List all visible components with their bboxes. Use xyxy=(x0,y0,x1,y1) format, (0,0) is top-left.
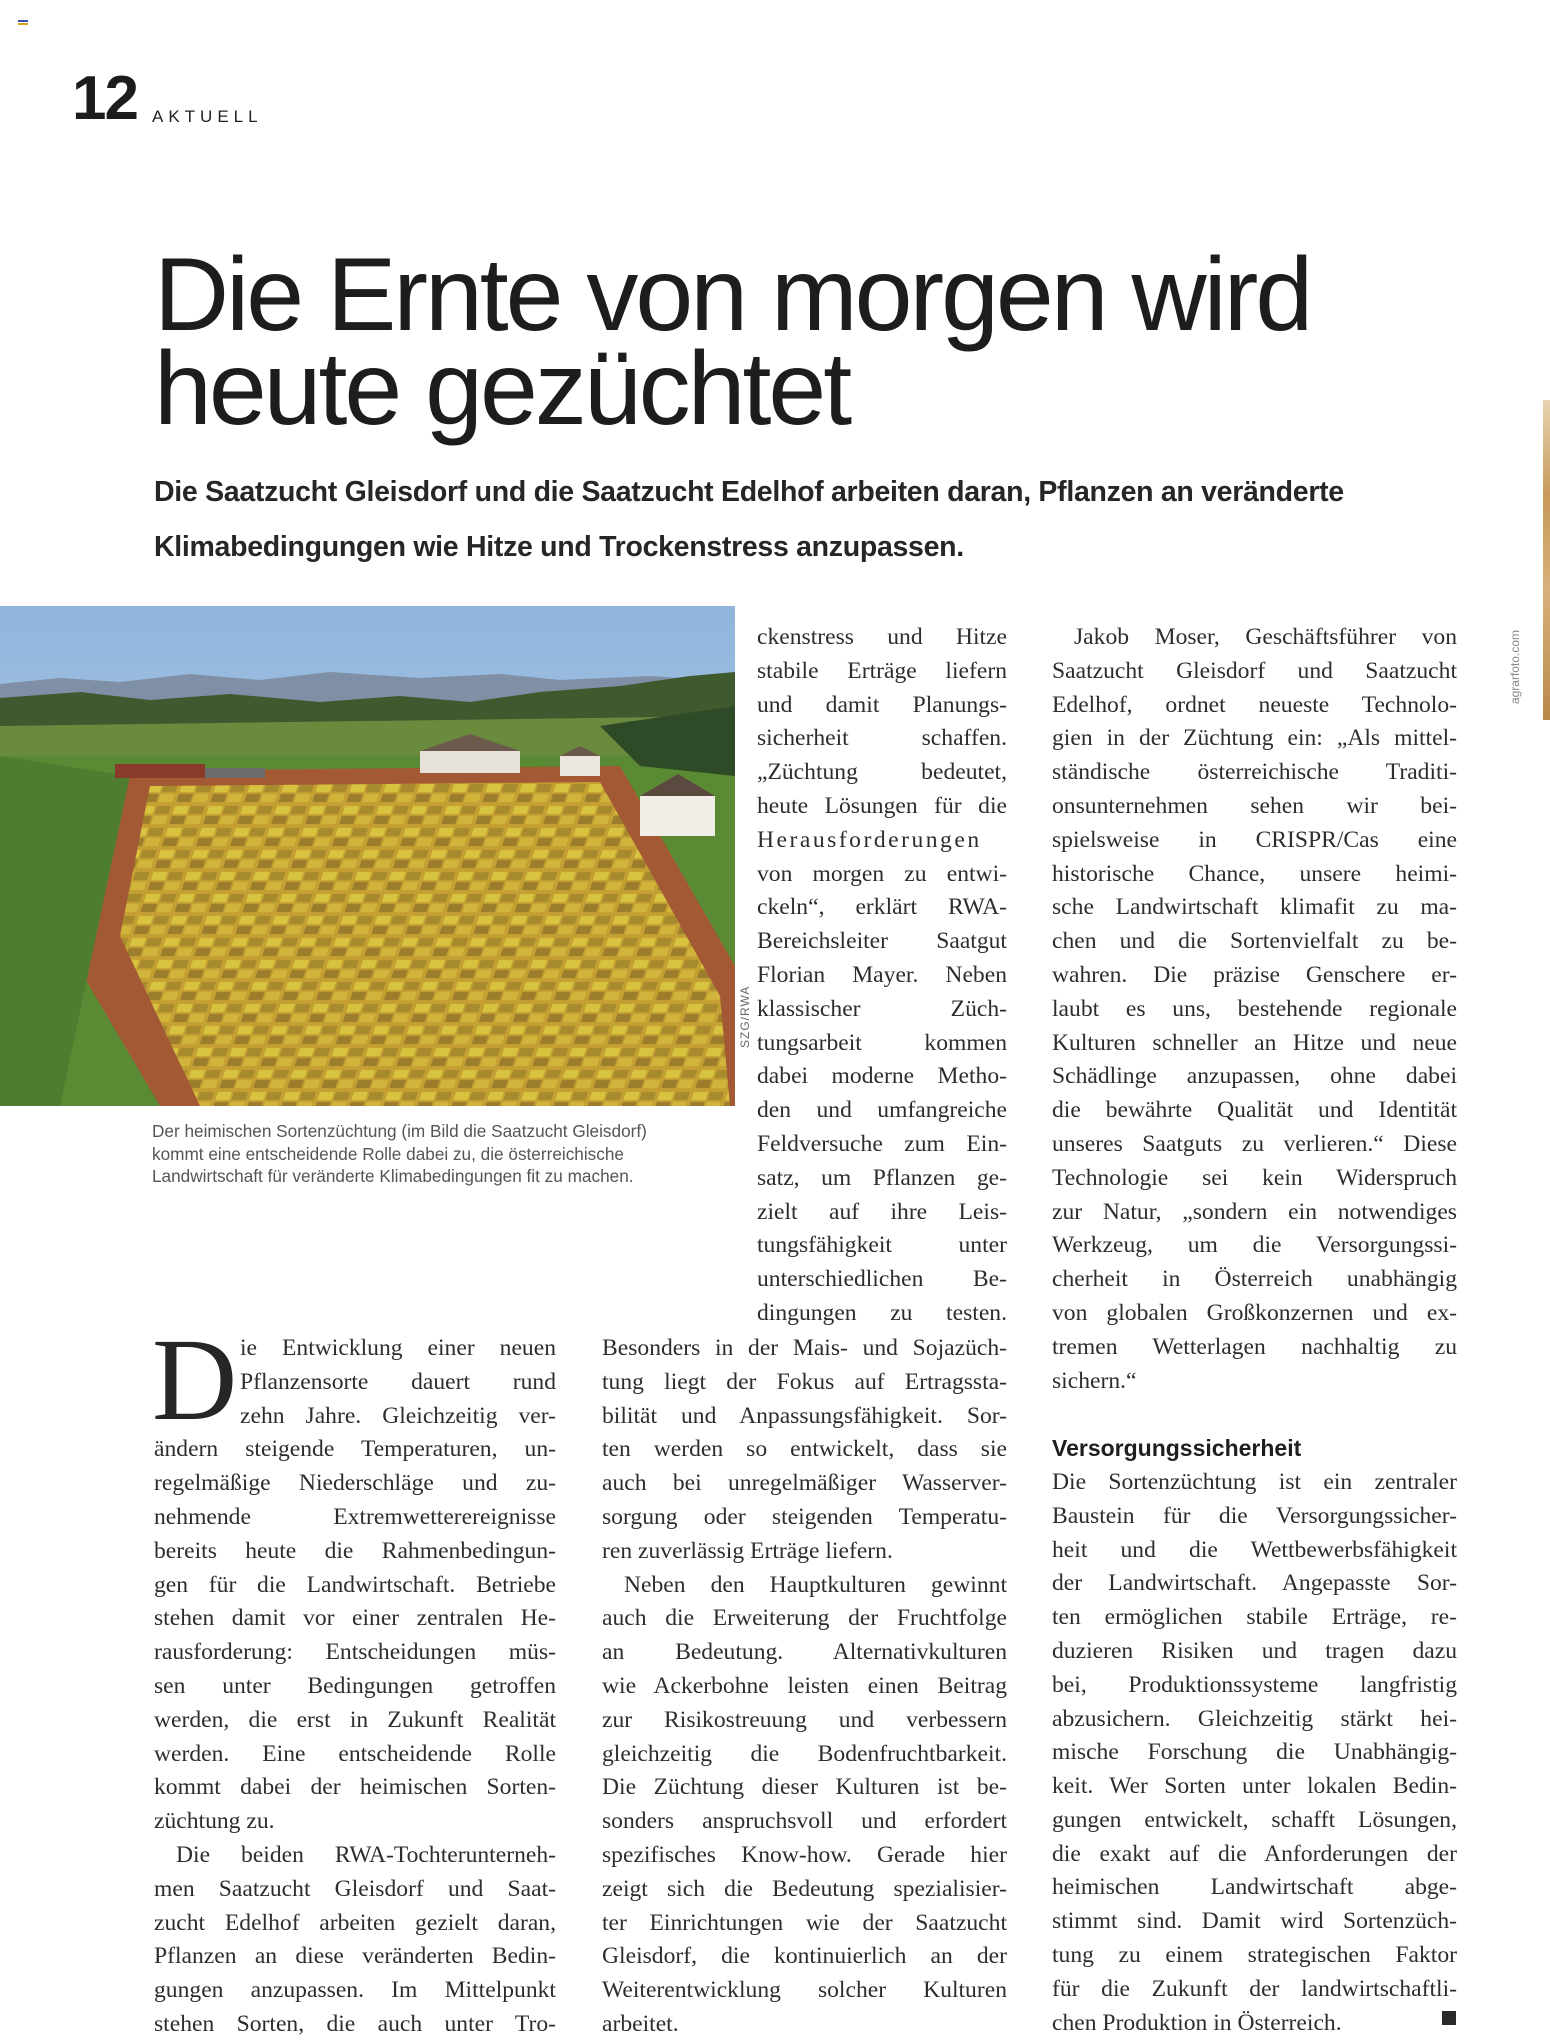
text-line: gen für die Landwirtschaft. Betriebe xyxy=(154,1571,556,1598)
field-photo xyxy=(0,606,735,1106)
text-line: Werkzeug, um die Versorgungssi- xyxy=(1052,1232,1457,1259)
text-line: an Bedeutung. Alternativkulturen xyxy=(602,1639,1007,1666)
text-line: den und umfangreiche xyxy=(757,1097,1007,1124)
text-line: tungsfähigkeit unter xyxy=(757,1232,1007,1259)
text-line: Herausforderungen xyxy=(757,826,982,853)
text-line: und damit Planungs- xyxy=(757,691,1007,718)
text-line: gungen entwickelt, schafft Lösungen, xyxy=(1052,1806,1457,1833)
text-line: wie Ackerbohne leisten einen Beitrag xyxy=(602,1672,1007,1699)
text-line: Pflanzen an diese veränderten Bedin- xyxy=(154,1943,556,1970)
text-line: nehmende Extremwetterereignisse xyxy=(154,1503,556,1530)
text-line: sen unter Bedingungen getroffen xyxy=(154,1672,556,1699)
subhead-line: Die Saatzucht Gleisdorf und die Saatzucht Edelhof arbeiten daran, Pflanzen an veränderte xyxy=(154,476,1344,508)
text-line: Feldversuche zum Ein- xyxy=(757,1130,1007,1157)
text-line: tremen Wetterlagen nachhaltig zu xyxy=(1052,1333,1457,1360)
text-line: abzusichern. Gleichzeitig stärkt hei- xyxy=(1052,1705,1457,1732)
text-line: laubt es uns, bestehende regionale xyxy=(1052,995,1457,1022)
text-line: zur Risikostreuung und verbessern xyxy=(602,1706,1007,1733)
text-line: Saatzucht Gleisdorf und Saatzucht xyxy=(1052,657,1457,684)
text-line: stehen Sorten, die auch unter Tro- xyxy=(154,2010,556,2037)
text-line: tungsarbeit kommen xyxy=(757,1029,1007,1056)
text-line: kommt dabei der heimischen Sorten- xyxy=(154,1774,556,1801)
text-line: für die Zukunft der landwirtschaftli- xyxy=(1052,1975,1457,2002)
text-line: stabile Erträge liefern xyxy=(757,657,1007,684)
caption-line: Landwirtschaft für veränderte Klimabedingungen fit zu machen. xyxy=(152,1166,634,1186)
text-line: duzieren Risiken und tragen dazu xyxy=(1052,1637,1457,1664)
text-line: Besonders in der Mais- und Sojazüch- xyxy=(602,1335,1007,1361)
headline xyxy=(154,237,1404,447)
text-line: ten werden so entwickelt, dass sie xyxy=(602,1436,1007,1463)
text-line: Jakob Moser, Geschäftsführer von xyxy=(1074,624,1457,650)
text-line: dabei moderne Metho- xyxy=(757,1063,1007,1090)
text-line: Schädlinge anzupassen, ohne dabei xyxy=(1052,1063,1457,1090)
text-line: tung zu einem strategischen Faktor xyxy=(1052,1942,1457,1969)
text-line: cherheit in Österreich unabhängig xyxy=(1052,1266,1457,1293)
text-line: zucht Edelhof arbeiten gezielt daran, xyxy=(154,1909,556,1936)
text-line: stimmt sind. Damit wird Sortenzüch- xyxy=(1052,1908,1457,1935)
text-line: ter Einrichtungen wie der Saatzucht xyxy=(602,1909,1007,1936)
corner-mark-icon xyxy=(18,20,28,26)
text-line: Kulturen schneller an Hitze und neue xyxy=(1052,1029,1457,1056)
column-3 xyxy=(1052,621,1457,2040)
column-2-top xyxy=(757,621,1007,1331)
text-line: bilität und Anpassungsfähigkeit. Sor- xyxy=(602,1402,1007,1429)
subheadline xyxy=(154,465,1414,575)
text-line: onsunternehmen sehen wir bei- xyxy=(1052,792,1457,819)
text-line: Florian Mayer. Neben xyxy=(757,961,1007,988)
text-line: gien in der Züchtung ein: „Als mittel- xyxy=(1052,725,1457,752)
text-line: Die Züchtung dieser Kulturen ist be- xyxy=(602,1774,1007,1801)
text-line: zeigt sich die Bedeutung spezialisier- xyxy=(602,1875,1007,1902)
text-line: Die Sortenzüchtung ist ein zentraler xyxy=(1052,1468,1457,1495)
text-line: dingungen zu testen. xyxy=(757,1299,1007,1326)
text-line: ren zuverlässig Erträge liefern. xyxy=(602,1537,893,1564)
text-line: zur Natur, „sondern ein notwendiges xyxy=(1052,1198,1457,1225)
text-line: chen Produktion in Österreich. xyxy=(1052,2009,1342,2036)
adjacent-page-strip xyxy=(1543,400,1550,720)
text-line: werden, die erst in Zukunft Realität xyxy=(154,1706,556,1733)
text-line: satz, um Pflanzen ge- xyxy=(757,1164,1007,1191)
text-line: zielt auf ihre Leis- xyxy=(757,1198,1007,1225)
text-line: von globalen Großkonzernen und ex- xyxy=(1052,1299,1457,1326)
text-line: „Züchtung bedeutet, xyxy=(757,759,1007,786)
drop-cap: D xyxy=(152,1314,238,1445)
text-line: ändern steigende Temperaturen, un- xyxy=(154,1436,556,1463)
text-line: Neben den Hauptkulturen gewinnt xyxy=(624,1571,1007,1598)
text-line: tung liegt der Fokus auf Ertragssta- xyxy=(602,1368,1007,1395)
photo-credit: SZG/RWA xyxy=(738,985,752,1048)
text-line: historische Chance, unsere heimi- xyxy=(1052,860,1457,887)
text-line: züchtung zu. xyxy=(154,1808,275,1835)
text-line: ckenstress und Hitze xyxy=(757,624,1007,650)
text-line: sichern.“ xyxy=(1052,1367,1137,1394)
text-line: sche Landwirtschaft klimafit zu ma- xyxy=(1052,894,1457,921)
text-line: ie Entwicklung einer neuen xyxy=(240,1335,556,1361)
text-line: der Landwirtschaft. Angepasste Sor- xyxy=(1052,1570,1457,1597)
text-line: chen und die Sortenvielfalt zu be- xyxy=(1052,928,1457,955)
text-line: sicherheit schaffen. xyxy=(757,725,1007,752)
end-of-article-mark xyxy=(1442,2011,1456,2025)
text-line: ckeln“, erklärt RWA- xyxy=(757,894,1007,921)
text-line: heimischen Landwirtschaft abge- xyxy=(1052,1874,1457,1901)
text-line: ständische österreichische Traditi- xyxy=(1052,759,1457,786)
side-credit-wrap xyxy=(1508,630,1522,760)
side-credit: agrarfoto.com xyxy=(1508,630,1522,705)
text-line: Edelhof, ordnet neueste Technolo- xyxy=(1052,691,1457,718)
column-2-bottom xyxy=(602,1332,1007,2042)
text-line: keit. Wer Sorten unter lokalen Bedin- xyxy=(1052,1773,1457,1800)
text-line: Baustein für die Versorgungssicher- xyxy=(1052,1502,1457,1529)
text-line: heute Lösungen für die xyxy=(757,792,1007,819)
text-line: sonders anspruchsvoll und erfordert xyxy=(602,1808,1007,1835)
text-line: bereits heute die Rahmenbedingun- xyxy=(154,1537,556,1564)
text-line: die exakt auf die Anforderungen der xyxy=(1052,1840,1457,1867)
headline-line: Die Ernte von morgen wird xyxy=(154,237,1311,353)
text-line: Bereichsleiter Saatgut xyxy=(757,928,1007,955)
text-line: Die beiden RWA-Tochterunterneh- xyxy=(176,1841,556,1868)
text-line: rausforderung: Entscheidungen müs- xyxy=(154,1639,556,1666)
headline-line: heute gezüchtet xyxy=(154,331,850,447)
column-1 xyxy=(152,1314,556,2042)
text-line: von morgen zu entwi- xyxy=(757,860,1007,887)
text-line: mische Forschung die Unabhängig- xyxy=(1052,1739,1457,1766)
text-line: werden. Eine entscheidende Rolle xyxy=(154,1740,556,1767)
text-line: Technologie sei kein Widerspruch xyxy=(1052,1164,1457,1191)
text-line: men Saatzucht Gleisdorf und Saat- xyxy=(154,1875,556,1902)
section-label: AKTUELL xyxy=(152,107,263,126)
text-line: die bewährte Qualität und Identität xyxy=(1052,1097,1457,1124)
text-line: regelmäßige Niederschläge und zu- xyxy=(154,1470,556,1497)
caption-line: Der heimischen Sortenzüchtung (im Bild die Saatzucht Gleisdorf) xyxy=(152,1121,647,1141)
text-line: Pflanzensorte dauert rund xyxy=(240,1368,556,1395)
caption-line: kommt eine entscheidende Rolle dabei zu, die österreichische xyxy=(152,1143,624,1164)
text-line: gleichzeitig die Bodenfruchtbarkeit. xyxy=(602,1740,1007,1767)
text-line: gungen anzupassen. Im Mittelpunkt xyxy=(154,1977,556,2004)
text-line: arbeitet. xyxy=(602,2010,679,2037)
text-line: Gleisdorf, die kontinuierlich an der xyxy=(602,1943,1007,1970)
text-line: unseres Saatguts zu verlieren.“ Diese xyxy=(1052,1130,1457,1157)
text-line: zehn Jahre. Gleichzeitig ver- xyxy=(240,1402,556,1429)
field-photo-image xyxy=(0,606,735,1106)
spacer xyxy=(1052,1398,1457,1432)
subhead-line: Klimabedingungen wie Hitze und Trockenstress anzupassen. xyxy=(154,531,964,563)
text-line: auch bei unregelmäßiger Wasserver- xyxy=(602,1470,1007,1497)
section-subheading: Versorgungssicherheit xyxy=(1052,1435,1302,1462)
text-line: auch die Erweiterung der Fruchtfolge xyxy=(602,1605,1007,1632)
photo-caption xyxy=(152,1120,722,1188)
text-line: Weiterentwicklung solcher Kulturen xyxy=(602,1977,1007,2004)
text-line: ten ermöglichen stabile Erträge, re- xyxy=(1052,1604,1457,1631)
text-line: spezifisches Know-how. Gerade hier xyxy=(602,1841,1007,1868)
text-line: spielsweise in CRISPR/Cas eine xyxy=(1052,826,1457,853)
text-line: sorgung oder steigenden Temperatu- xyxy=(602,1503,1007,1530)
text-line: wahren. Die präzise Genschere er- xyxy=(1052,961,1457,988)
text-line: unterschiedlichen Be- xyxy=(757,1266,1007,1293)
text-line: heit und die Wettbewerbsfähigkeit xyxy=(1052,1536,1457,1563)
text-line: stehen damit vor einer zentralen He- xyxy=(154,1605,556,1632)
text-line: klassischer Züch- xyxy=(757,995,1007,1022)
page-number: 12 xyxy=(72,64,137,133)
text-line: bei, Produktionssysteme langfristig xyxy=(1052,1671,1457,1698)
